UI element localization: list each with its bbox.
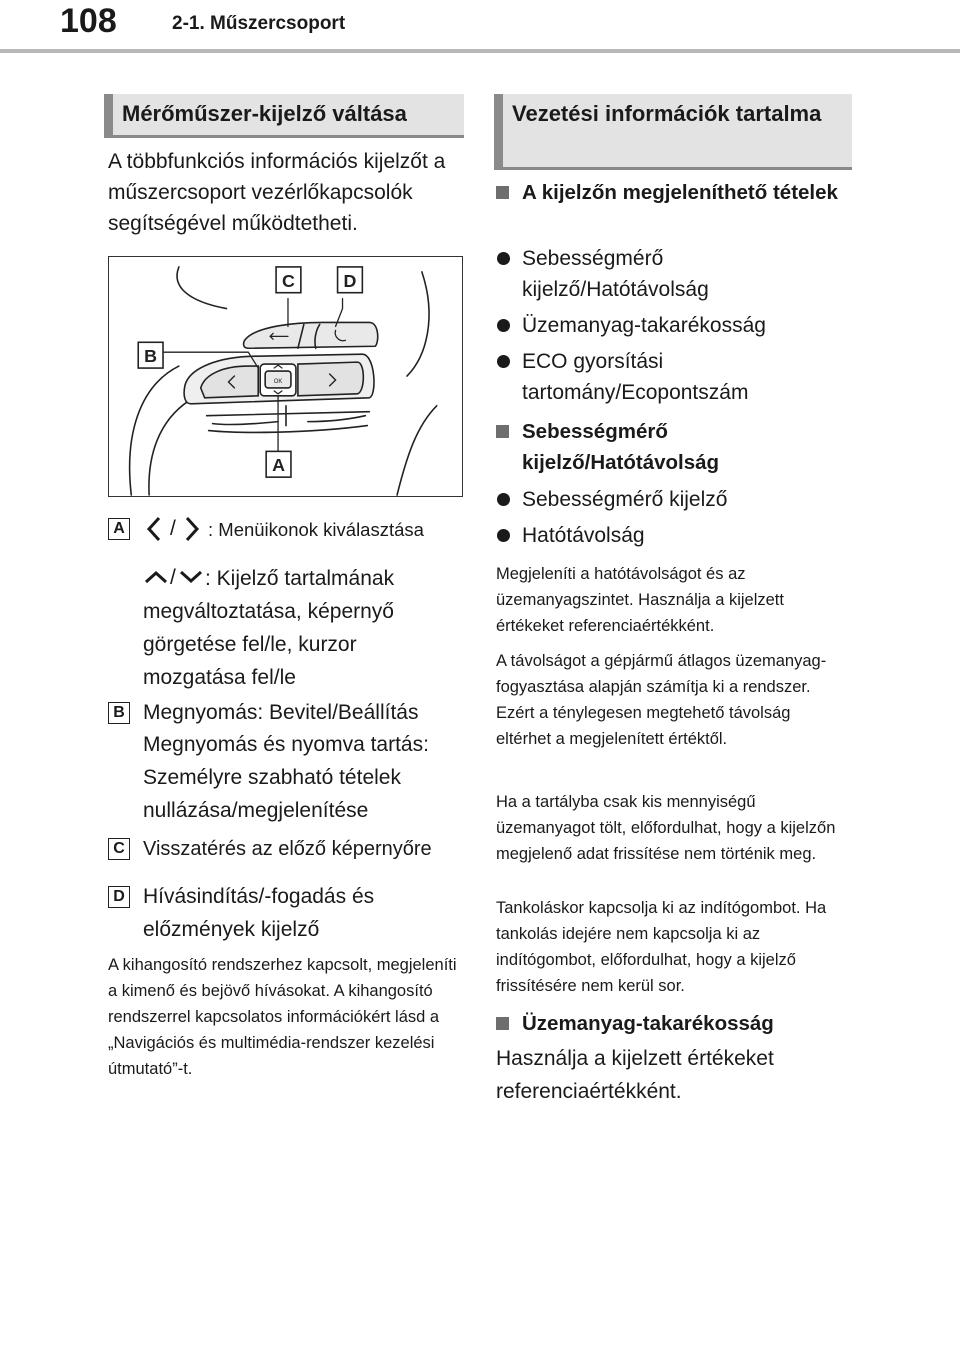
chevron-left-icon <box>146 516 162 542</box>
steering-switch-illustration <box>109 257 462 496</box>
bullet-icon <box>497 529 510 542</box>
legend-tag-a: A <box>108 518 130 540</box>
square-bullet-icon <box>496 186 509 199</box>
legend-b-text1: Megnyomás: Bevitel/Beállítás <box>143 701 419 724</box>
list-item: Hatótávolság <box>496 520 852 551</box>
figure-label-b <box>138 342 163 368</box>
square-bullet-icon <box>496 425 509 438</box>
legend-a-text2: : Kijelző tartalmának megváltoztatása, képernyő görgetése fel/le, kurzor mozgatása fel/le <box>143 567 395 689</box>
svg-text:D: D <box>343 270 357 291</box>
legend-c-text: Visszatérés az előző képernyőre <box>143 838 432 860</box>
legend-a-separator-2: / <box>170 566 176 589</box>
legend-b-text2: Megnyomás és nyomva tartás: Személyre szabható tételek nullázása/megjelenítése <box>143 733 429 822</box>
list-item: Sebességmérő kijelző/Hatótávolság <box>496 243 852 305</box>
range-paragraph-3b: Tankoláskor kapcsolja ki az indítógombot. Ha tankolás idejére nem kapcsolja ki az indítógombot, előfordulhat, hogy a kijelző frissítésére nem kerül sor. <box>496 899 827 995</box>
chevron-right-icon <box>184 516 200 542</box>
ok-label: OK <box>273 378 283 385</box>
bullet-icon <box>497 355 510 368</box>
legend-d-text: Hívásindítás/-fogadás és előzmények kijelző <box>143 885 375 941</box>
svg-text:A: A <box>272 455 286 476</box>
steering-switch-figure <box>108 256 463 497</box>
legend-tag-d: D <box>108 886 130 908</box>
figure-label-a <box>266 451 291 477</box>
square-bullet-icon <box>496 1017 509 1030</box>
section-title-right: Vezetési információk tartalma <box>494 94 852 170</box>
figure-label-d <box>338 267 363 293</box>
subheading-speedometer-range: Sebességmérő kijelző/Hatótávolság <box>496 416 852 478</box>
svg-text:C: C <box>282 270 295 291</box>
section-title-left: Mérőműszer-kijelző váltása <box>104 94 464 138</box>
fuel-economy-paragraph: Használja a kijelzett értékeket referenciaértékként. <box>496 1047 774 1103</box>
range-paragraph-2: A távolságot a gépjármű átlagos üzemanyag-fogyasztása alapján számítja ki a rendszer. Ezért a ténylegesen megtehető távolság eltérhet a megjelenített értéktől. <box>496 652 827 748</box>
list-item: ECO gyorsítási tartomány/Ecopontszám <box>496 346 826 408</box>
header-divider <box>0 49 960 53</box>
svg-text:B: B <box>144 346 158 367</box>
chapter-title: 2-1. Műszercsoport <box>172 13 346 34</box>
legend-a-text1: : Menüikonok kiválasztása <box>208 519 424 540</box>
list-item: Üzemanyag-takarékosság <box>496 310 852 341</box>
legend-tag-b: B <box>108 702 130 724</box>
range-paragraph-3a: Ha a tartályba csak kis mennyiségű üzemanyagot tölt, előfordulhat, hogy a kijelzőn megjelenő adat frissítése nem történik meg. <box>496 793 836 863</box>
range-paragraph-1: Megjeleníti a hatótávolságot és az üzemanyagszintet. Használja a kijelzett értékeket referenciaértékként. <box>496 565 784 635</box>
page-number: 108 <box>60 2 117 40</box>
bullet-icon <box>497 319 510 332</box>
intro-paragraph: A többfunkciós információs kijelzőt a műszercsoport vezérlőkapcsolók segítségével működtetheti. <box>108 150 446 235</box>
handsfree-note: A kihangosító rendszerhez kapcsolt, megjeleníti a kimenő és bejövő hívásokat. A kihangosító rendszerrel kapcsolatos információkért lásd a „Navigációs és multimédia-rendszer kezelési útmutató”-t. <box>108 956 457 1078</box>
bullet-icon <box>497 252 510 265</box>
subheading-displayable-items: A kijelzőn megjeleníthető tételek <box>496 177 852 208</box>
legend-tag-c: C <box>108 838 130 860</box>
figure-label-c <box>276 267 301 293</box>
legend-a-separator: / <box>170 517 176 540</box>
bullet-icon <box>497 493 510 506</box>
list-item: Sebességmérő kijelző <box>496 484 852 515</box>
subheading-fuel-economy: Üzemanyag-takarékosság <box>496 1008 852 1039</box>
